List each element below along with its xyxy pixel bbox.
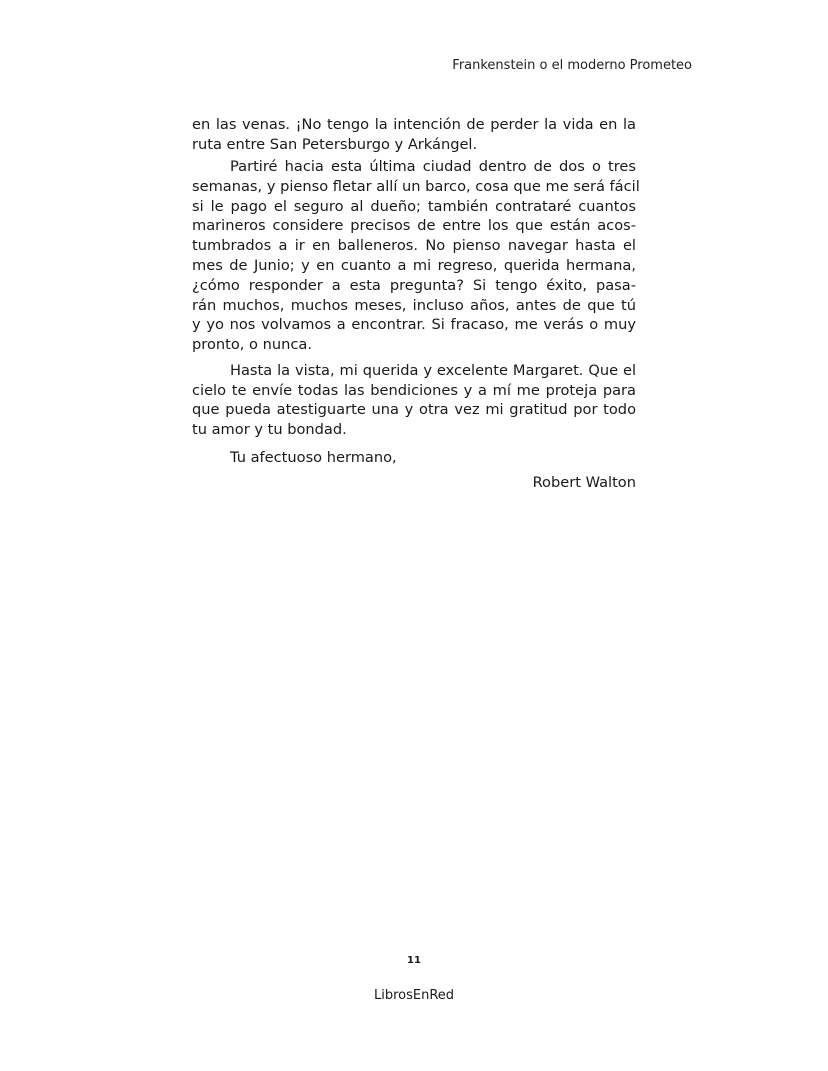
text-line: rán muchos, muchos meses, incluso años, antes de que tú: [192, 296, 636, 314]
publisher-footer: LibrosEnRed: [373, 988, 455, 1003]
closing-line: Tu afectuoso hermano,: [230, 449, 397, 466]
running-header: Frankenstein o el moderno Prometeo: [452, 58, 692, 73]
text-line: marineros considere precisos de entre los que están acos-: [192, 217, 636, 235]
text-line: que pueda atestiguarte una y otra vez mi gratitud por todo: [192, 401, 636, 419]
page-number: 11: [407, 955, 421, 966]
text-line: tumbrados a ir en balleneros. No pienso navegar hasta el: [192, 237, 636, 255]
text-line: mes de Junio; y en cuanto a mi regreso, querida hermana,: [192, 257, 636, 274]
text-line: ruta entre San Petersburgo y Arkángel.: [192, 135, 478, 153]
text-line: semanas, y pienso fletar allí un barco, cosa que me será fácil: [192, 177, 640, 195]
text-line: Partiré hacia esta última ciudad dentro de dos o tres: [230, 158, 636, 175]
text-line: ¿cómo responder a esta pregunta? Si tengo éxito, pasa-: [192, 276, 636, 294]
text-line: Hasta la vista, mi querida y excelente Margaret. Que el: [230, 362, 636, 379]
text-line: cielo te envíe todas las bendiciones y a mí me proteja para: [192, 381, 636, 399]
signature: Robert Walton: [532, 474, 636, 491]
text-line: en las venas. ¡No tengo la intención de perder la vida en la: [192, 116, 636, 133]
text-line: si le pago el seguro al dueño; también contrataré cuantos: [192, 197, 636, 215]
text-line: y yo nos volvamos a encontrar. Si fracaso, me verás o muy: [192, 316, 636, 334]
text-line: tu amor y tu bondad.: [192, 421, 347, 439]
text-line: pronto, o nunca.: [192, 336, 312, 354]
